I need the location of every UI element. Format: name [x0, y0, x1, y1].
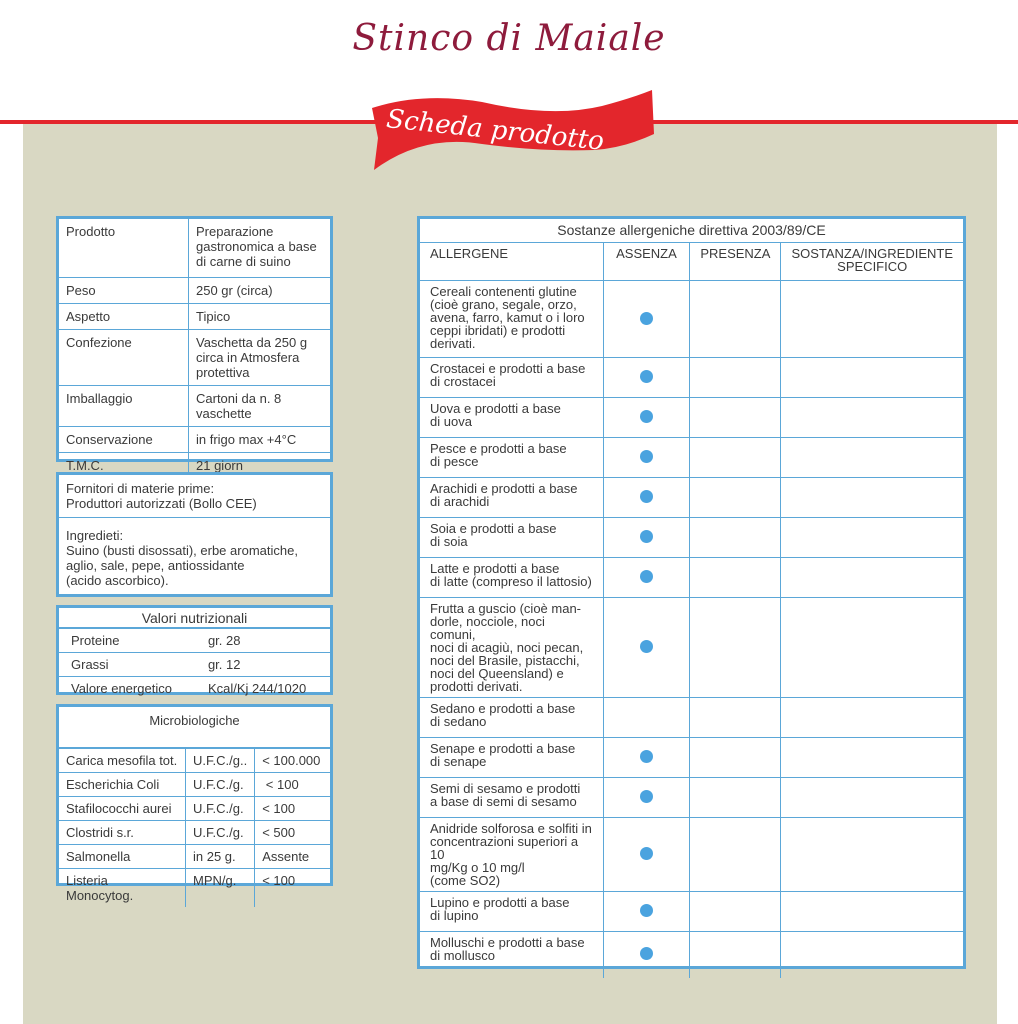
micro-title: Microbiologiche: [59, 707, 330, 748]
allergens-header: PRESENZA: [690, 243, 781, 281]
suppliers-line1: Fornitori di materie prime:: [66, 481, 215, 496]
nutrition-row: [59, 629, 330, 653]
nutrition-label: Grassi: [59, 653, 196, 677]
allergen-present-cell: [690, 438, 781, 478]
allergen-row: [420, 738, 963, 778]
allergen-absent-cell: [603, 818, 690, 892]
allergens-header: ALLERGENE: [420, 243, 603, 281]
absent-dot-icon: [640, 490, 653, 503]
allergen-absent-cell: [603, 478, 690, 518]
allergen-present-cell: [690, 518, 781, 558]
micro-value: < 100.000: [255, 749, 330, 773]
micro-row: [59, 821, 330, 845]
banner-ribbon: [362, 88, 658, 172]
allergen-specific-cell: [781, 281, 963, 358]
allergen-name: Uova e prodotti a base di uova: [420, 398, 603, 438]
allergen-name: Pesce e prodotti a base di pesce: [420, 438, 603, 478]
product-row: [59, 303, 330, 329]
allergen-name: Crostacei e prodotti a base di crostacei: [420, 358, 603, 398]
allergen-name: Frutta a guscio (cioè man- dorle, nocciole, noci comuni, noci di acagiù, noci pecan, noci del Brasile, pistacchi, noci del Queensland) e prodotti derivati.: [420, 598, 603, 698]
nutrition-value: Kcal/Kj 244/1020: [196, 677, 330, 701]
allergen-name: Lupino e prodotti a base di lupino: [420, 892, 603, 932]
allergen-present-cell: [690, 598, 781, 698]
product-row: [59, 277, 330, 303]
page-title: Stinco di Maiale: [352, 18, 666, 59]
product-row: [59, 385, 330, 426]
nutrition-label: Proteine: [59, 629, 196, 653]
ingredients-text: Suino (busti disossati), erbe aromatiche, aglio, sale, pepe, antiossidante (acido ascorbico).: [66, 543, 298, 588]
allergen-absent-cell: [603, 281, 690, 358]
allergen-name: Soia e prodotti a base di soia: [420, 518, 603, 558]
nutrition-row: [59, 653, 330, 677]
micro-value: < 100: [255, 869, 330, 908]
absent-dot-icon: [640, 847, 653, 860]
micro-name: Listeria Monocytog.: [59, 869, 186, 908]
product-info-table: [56, 216, 333, 473]
allergen-specific-cell: [781, 478, 963, 518]
micro-name: Clostridi s.r.: [59, 821, 186, 845]
allergen-row: [420, 932, 963, 978]
micro-row: [59, 797, 330, 821]
allergen-present-cell: [690, 358, 781, 398]
allergen-specific-cell: [781, 558, 963, 598]
absent-dot-icon: [640, 640, 653, 653]
allergen-absent-cell: [603, 518, 690, 558]
allergen-row: [420, 778, 963, 818]
absent-dot-icon: [640, 312, 653, 325]
micro-value: < 100: [255, 773, 330, 797]
nutrition-value: gr. 28: [196, 629, 330, 653]
allergen-specific-cell: [781, 698, 963, 738]
allergen-present-cell: [690, 478, 781, 518]
product-row: [59, 426, 330, 452]
allergen-present-cell: [690, 398, 781, 438]
allergen-row: [420, 478, 963, 518]
allergen-row: [420, 558, 963, 598]
product-value: 21 giorn: [189, 452, 331, 478]
allergen-row: [420, 358, 963, 398]
allergen-absent-cell: [603, 398, 690, 438]
product-label: Prodotto: [59, 219, 189, 277]
allergen-absent-cell: [603, 698, 690, 738]
allergen-specific-cell: [781, 358, 963, 398]
allergen-present-cell: [690, 932, 781, 978]
micro-table: [56, 704, 333, 903]
micro-unit: MPN/g.: [186, 869, 255, 908]
allergen-absent-cell: [603, 892, 690, 932]
product-value: Preparazione gastronomica a base di carne di suino: [189, 219, 331, 277]
allergen-present-cell: [690, 558, 781, 598]
banner-text: Scheda prodotto: [384, 104, 606, 157]
absent-dot-icon: [640, 750, 653, 763]
micro-unit: in 25 g.: [186, 845, 255, 869]
nutrition-table: [56, 605, 333, 695]
allergen-present-cell: [690, 698, 781, 738]
allergen-absent-cell: [603, 438, 690, 478]
product-value: 250 gr (circa): [189, 277, 331, 303]
allergen-name: Sedano e prodotti a base di sedano: [420, 698, 603, 738]
allergen-absent-cell: [603, 598, 690, 698]
absent-dot-icon: [640, 530, 653, 543]
micro-name: Carica mesofila tot.: [59, 749, 186, 773]
micro-name: Stafilococchi aurei: [59, 797, 186, 821]
allergen-row: [420, 438, 963, 478]
allergen-specific-cell: [781, 892, 963, 932]
allergens-header: SOSTANZA/INGREDIENTE SPECIFICO: [781, 243, 963, 281]
allergen-specific-cell: [781, 932, 963, 978]
allergen-present-cell: [690, 892, 781, 932]
micro-value: < 500: [255, 821, 330, 845]
allergens-title-row: [420, 219, 963, 243]
allergen-present-cell: [690, 778, 781, 818]
micro-unit: U.F.C./g.: [186, 821, 255, 845]
micro-unit: U.F.C./g.: [186, 797, 255, 821]
absent-dot-icon: [640, 410, 653, 423]
micro-row: [59, 773, 330, 797]
allergen-name: Molluschi e prodotti a base di mollusco: [420, 932, 603, 978]
allergen-specific-cell: [781, 438, 963, 478]
nutrition-value: gr. 12: [196, 653, 330, 677]
absent-dot-icon: [640, 450, 653, 463]
product-label: Aspetto: [59, 303, 189, 329]
allergens-header: ASSENZA: [603, 243, 690, 281]
micro-unit: U.F.C./g..: [186, 749, 255, 773]
product-label: Confezione: [59, 329, 189, 385]
nutrition-title: Valori nutrizionali: [59, 608, 330, 628]
absent-dot-icon: [640, 370, 653, 383]
allergen-absent-cell: [603, 738, 690, 778]
suppliers-line2: Produttori autorizzati (Bollo CEE): [66, 496, 257, 511]
allergen-specific-cell: [781, 598, 963, 698]
allergen-row: [420, 818, 963, 892]
product-value: Tipico: [189, 303, 331, 329]
micro-unit: U.F.C./g.: [186, 773, 255, 797]
allergen-name: Latte e prodotti a base di latte (compreso il lattosio): [420, 558, 603, 598]
allergen-absent-cell: [603, 358, 690, 398]
allergen-present-cell: [690, 738, 781, 778]
allergen-present-cell: [690, 281, 781, 358]
product-label: T.M.C.: [59, 452, 189, 478]
product-row: [59, 329, 330, 385]
allergen-name: Arachidi e prodotti a base di arachidi: [420, 478, 603, 518]
product-value: Vaschetta da 250 g circa in Atmosfera protettiva: [189, 329, 331, 385]
product-row: [59, 219, 330, 277]
allergen-name: Anidride solforosa e solfiti in concentrazioni superiori a 10 mg/Kg o 10 mg/l (come SO2): [420, 818, 603, 892]
allergen-specific-cell: [781, 738, 963, 778]
allergen-row: [420, 892, 963, 932]
allergen-name: Senape e prodotti a base di senape: [420, 738, 603, 778]
allergen-specific-cell: [781, 518, 963, 558]
allergen-row: [420, 518, 963, 558]
absent-dot-icon: [640, 790, 653, 803]
allergen-absent-cell: [603, 558, 690, 598]
absent-dot-icon: [640, 947, 653, 960]
allergen-row: [420, 398, 963, 438]
micro-name: Salmonella: [59, 845, 186, 869]
micro-row: [59, 845, 330, 869]
allergen-name: Cereali contenenti glutine (cioè grano, segale, orzo, avena, farro, kamut o i loro ceppi ibridati) e prodotti derivati.: [420, 281, 603, 358]
micro-value: < 100: [255, 797, 330, 821]
absent-dot-icon: [640, 570, 653, 583]
allergen-present-cell: [690, 818, 781, 892]
allergens-header-row: [420, 243, 963, 281]
micro-name: Escherichia Coli: [59, 773, 186, 797]
allergen-absent-cell: [603, 932, 690, 978]
nutrition-label: Valore energetico: [59, 677, 196, 701]
allergens-table: [417, 216, 966, 969]
nutrition-row: [59, 677, 330, 701]
absent-dot-icon: [640, 904, 653, 917]
product-value: Cartoni da n. 8 vaschette: [189, 385, 331, 426]
micro-row: [59, 749, 330, 773]
product-label: Imballaggio: [59, 385, 189, 426]
allergen-row: [420, 281, 963, 358]
micro-value: Assente: [255, 845, 330, 869]
allergens-title: Sostanze allergeniche direttiva 2003/89/CE: [420, 219, 963, 243]
allergen-specific-cell: [781, 778, 963, 818]
ingredients-label: Ingredieti:: [66, 528, 124, 543]
allergen-specific-cell: [781, 818, 963, 892]
allergen-name: Semi di sesamo e prodotti a base di semi di sesamo: [420, 778, 603, 818]
suppliers-box: [56, 472, 333, 597]
product-label: Peso: [59, 277, 189, 303]
micro-row: [59, 869, 330, 908]
allergen-absent-cell: [603, 778, 690, 818]
allergen-specific-cell: [781, 398, 963, 438]
allergen-row: [420, 698, 963, 738]
product-value: in frigo max +4°C: [189, 426, 331, 452]
product-label: Conservazione: [59, 426, 189, 452]
allergen-row: [420, 598, 963, 698]
